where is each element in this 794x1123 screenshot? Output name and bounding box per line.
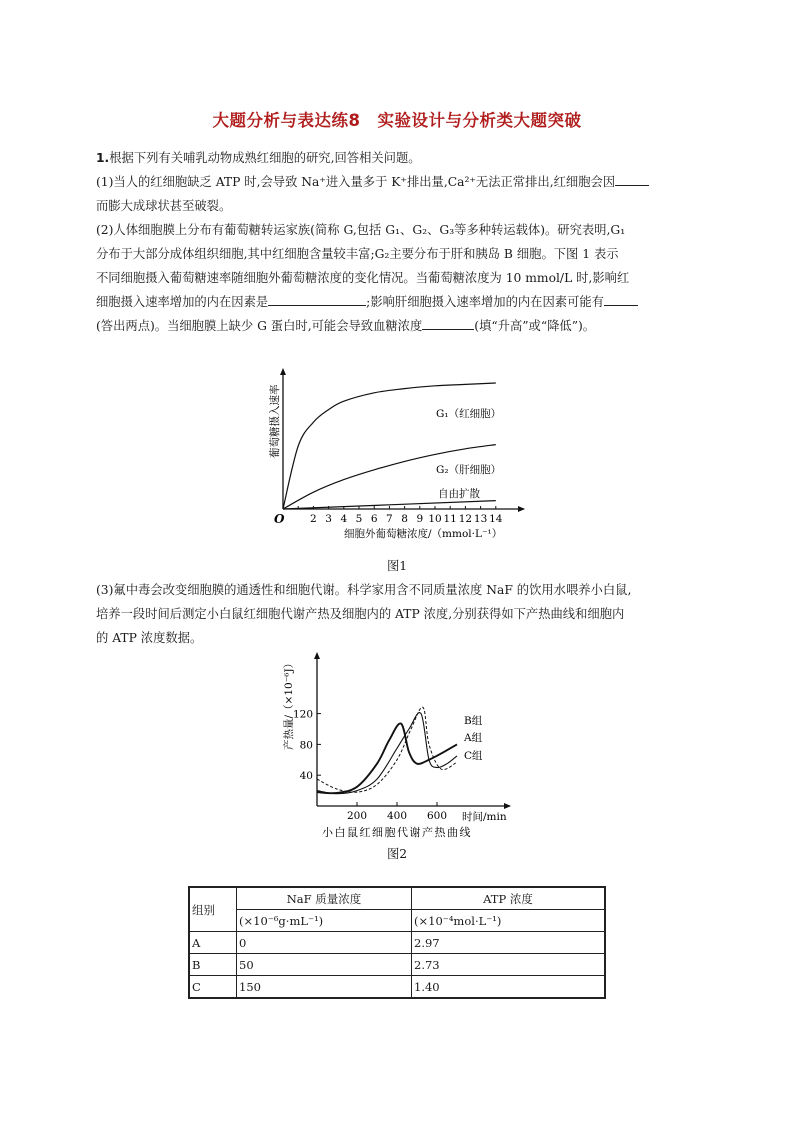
fig1-xlabel: 细胞外葡萄糖浓度/（mmol·L⁻¹）	[344, 528, 503, 540]
fig2-x-tick-label: 200	[346, 810, 368, 822]
table-row	[189, 932, 605, 954]
q1-part3-line1: (3)氟中毒会改变细胞膜的通透性和细胞代谢。科学家用含不同质量浓度 NaF 的饮用水喂养小白鼠,	[96, 583, 632, 597]
q1-part2-text-d: (填“升高”或“降低”)。	[474, 319, 596, 333]
q1-part2-line3: 不同细胞摄入葡萄糖速率随细胞外葡萄糖浓度的变化情况。当葡萄糖浓度为 10 mmol/L 时,影响红	[96, 271, 630, 285]
answer-blank-3[interactable]	[604, 293, 638, 306]
table-header-naf-unit: (×10⁻⁶g·mL⁻¹)	[237, 910, 412, 932]
fig1-x-arrow	[518, 506, 525, 512]
cell-atp: 1.40	[412, 976, 606, 999]
fig1-x-tick-label: 14	[489, 513, 503, 525]
fig2-label-c: C组	[464, 750, 483, 762]
question-intro	[96, 146, 706, 170]
q1-part1-text: (1)当人的红细胞缺乏 ATP 时,会导致 Na⁺进入量多于 K⁺排出量,Ca²⁺无法正常排出,红细胞会因	[96, 175, 616, 189]
cell-naf: 150	[237, 976, 412, 999]
fig1-x-tick-label: 13	[473, 513, 488, 525]
fig2-subtitle: 小白鼠红细胞代谢产热曲线	[322, 826, 472, 839]
q1-part1-line1	[96, 170, 706, 194]
fig1-label-g1: G₁（红细胞）	[436, 408, 502, 420]
fig2-label-b: B组	[464, 715, 483, 727]
table-row	[189, 954, 605, 976]
table-header-group: 组别	[189, 887, 237, 932]
fig1-x-tick-label: 11	[443, 513, 457, 525]
figure-1-chart	[262, 364, 542, 546]
fig2-ylabel: 产热量/（×10⁻⁶J）	[283, 657, 295, 750]
q1-part2-text-a: 细胞摄入速率增加的内在因素是	[96, 295, 269, 309]
table-header-atp-unit: (×10⁻⁴mol·L⁻¹)	[412, 910, 606, 932]
table-row	[189, 976, 605, 999]
fig1-label-free: 自由扩散	[438, 488, 480, 500]
q1-part1-line2: 而膨大成球状甚至破裂。	[96, 199, 232, 213]
cell-naf: 0	[237, 932, 412, 954]
fig2-series-3-line	[317, 707, 457, 792]
figure-1-caption: 图1	[386, 559, 408, 573]
answer-blank-4[interactable]	[422, 317, 474, 330]
answer-blank-2[interactable]	[268, 293, 366, 306]
q1-part2-line4	[96, 290, 706, 314]
fig1-y-arrow	[280, 368, 286, 375]
fig1-x-tick-label: 9	[416, 513, 424, 525]
atp-data-table	[188, 886, 606, 999]
q1-part2-text-b: ;影响肝细胞摄入速率增加的内在因素可能有	[366, 295, 604, 309]
fig1-x-tick-label: 12	[458, 513, 473, 525]
fig2-y-tick-label: 120	[292, 708, 313, 721]
fig2-x-tick-label: 400	[386, 810, 408, 822]
fig1-x-tick-label: 2	[310, 513, 317, 525]
fig2-y-arrow	[314, 652, 320, 659]
q1-part2-text-c: (答出两点)。当细胞膜上缺少 G 蛋白时,可能会导致血糖浓度	[96, 319, 423, 333]
fig1-x-tick-label: 5	[355, 513, 363, 525]
q1-part2-line1: (2)人体细胞膜上分布有葡萄糖转运家族(简称 G,包括 G₁、G₂、G₃等多种转运载体)。研究表明,G₁	[96, 223, 626, 237]
fig2-y-tick-label: 80	[299, 739, 313, 752]
fig1-x-tick-label: 6	[370, 513, 378, 525]
figure-2-caption: 图2	[386, 847, 408, 861]
q1-part2-line5	[96, 314, 706, 338]
q1-part2-line2: 分布于大部分成体组织细胞,其中红细胞含量较丰富;G₂主要分布于肝和胰岛 B 细胞。下图 1 表示	[96, 247, 619, 261]
cell-naf: 50	[237, 954, 412, 976]
fig1-x-tick-label: 10	[428, 513, 442, 525]
q1-part3-line2: 培养一段时间后测定小白鼠红细胞代谢产热及细胞内的 ATP 浓度,分别获得如下产热曲线和细胞内	[96, 607, 625, 621]
fig2-x-arrow	[504, 803, 511, 809]
question-intro-text: 根据下列有关哺乳动物成熟红细胞的研究,回答相关问题。	[109, 151, 421, 165]
cell-group: B	[189, 954, 237, 976]
fig1-x-tick-label: 4	[340, 513, 348, 525]
cell-group: A	[189, 932, 237, 954]
cell-atp: 2.73	[412, 954, 606, 976]
q1-part3-line3: 的 ATP 浓度数据。	[96, 631, 203, 645]
fig2-label-a: A组	[464, 732, 483, 744]
page-title: 大题分析与表达练8 实验设计与分析类大题突破	[212, 111, 582, 130]
cell-group: C	[189, 976, 237, 999]
figure-2-chart	[280, 646, 520, 842]
table-header-atp: ATP 浓度	[412, 887, 606, 910]
fig1-ylabel: 葡萄糖摄入速率	[269, 384, 281, 458]
fig2-y-tick-label: 40	[299, 770, 313, 783]
fig2-xlabel: 时间/min	[462, 811, 507, 823]
fig1-origin: O	[274, 512, 285, 526]
answer-blank-1[interactable]	[615, 173, 649, 186]
fig1-label-g2: G₂（肝细胞）	[436, 464, 502, 476]
fig1-x-tick-label: 7	[386, 513, 393, 525]
question-number: 1.	[96, 151, 110, 165]
table-header-naf: NaF 质量浓度	[237, 887, 412, 910]
fig2-series-2-line	[317, 723, 457, 793]
cell-atp: 2.97	[412, 932, 606, 954]
fig1-x-tick-label: 8	[401, 513, 408, 525]
fig2-x-tick-label: 600	[426, 810, 448, 822]
fig1-x-tick-label: 3	[325, 513, 332, 525]
fig2-series-1-line	[317, 713, 457, 794]
